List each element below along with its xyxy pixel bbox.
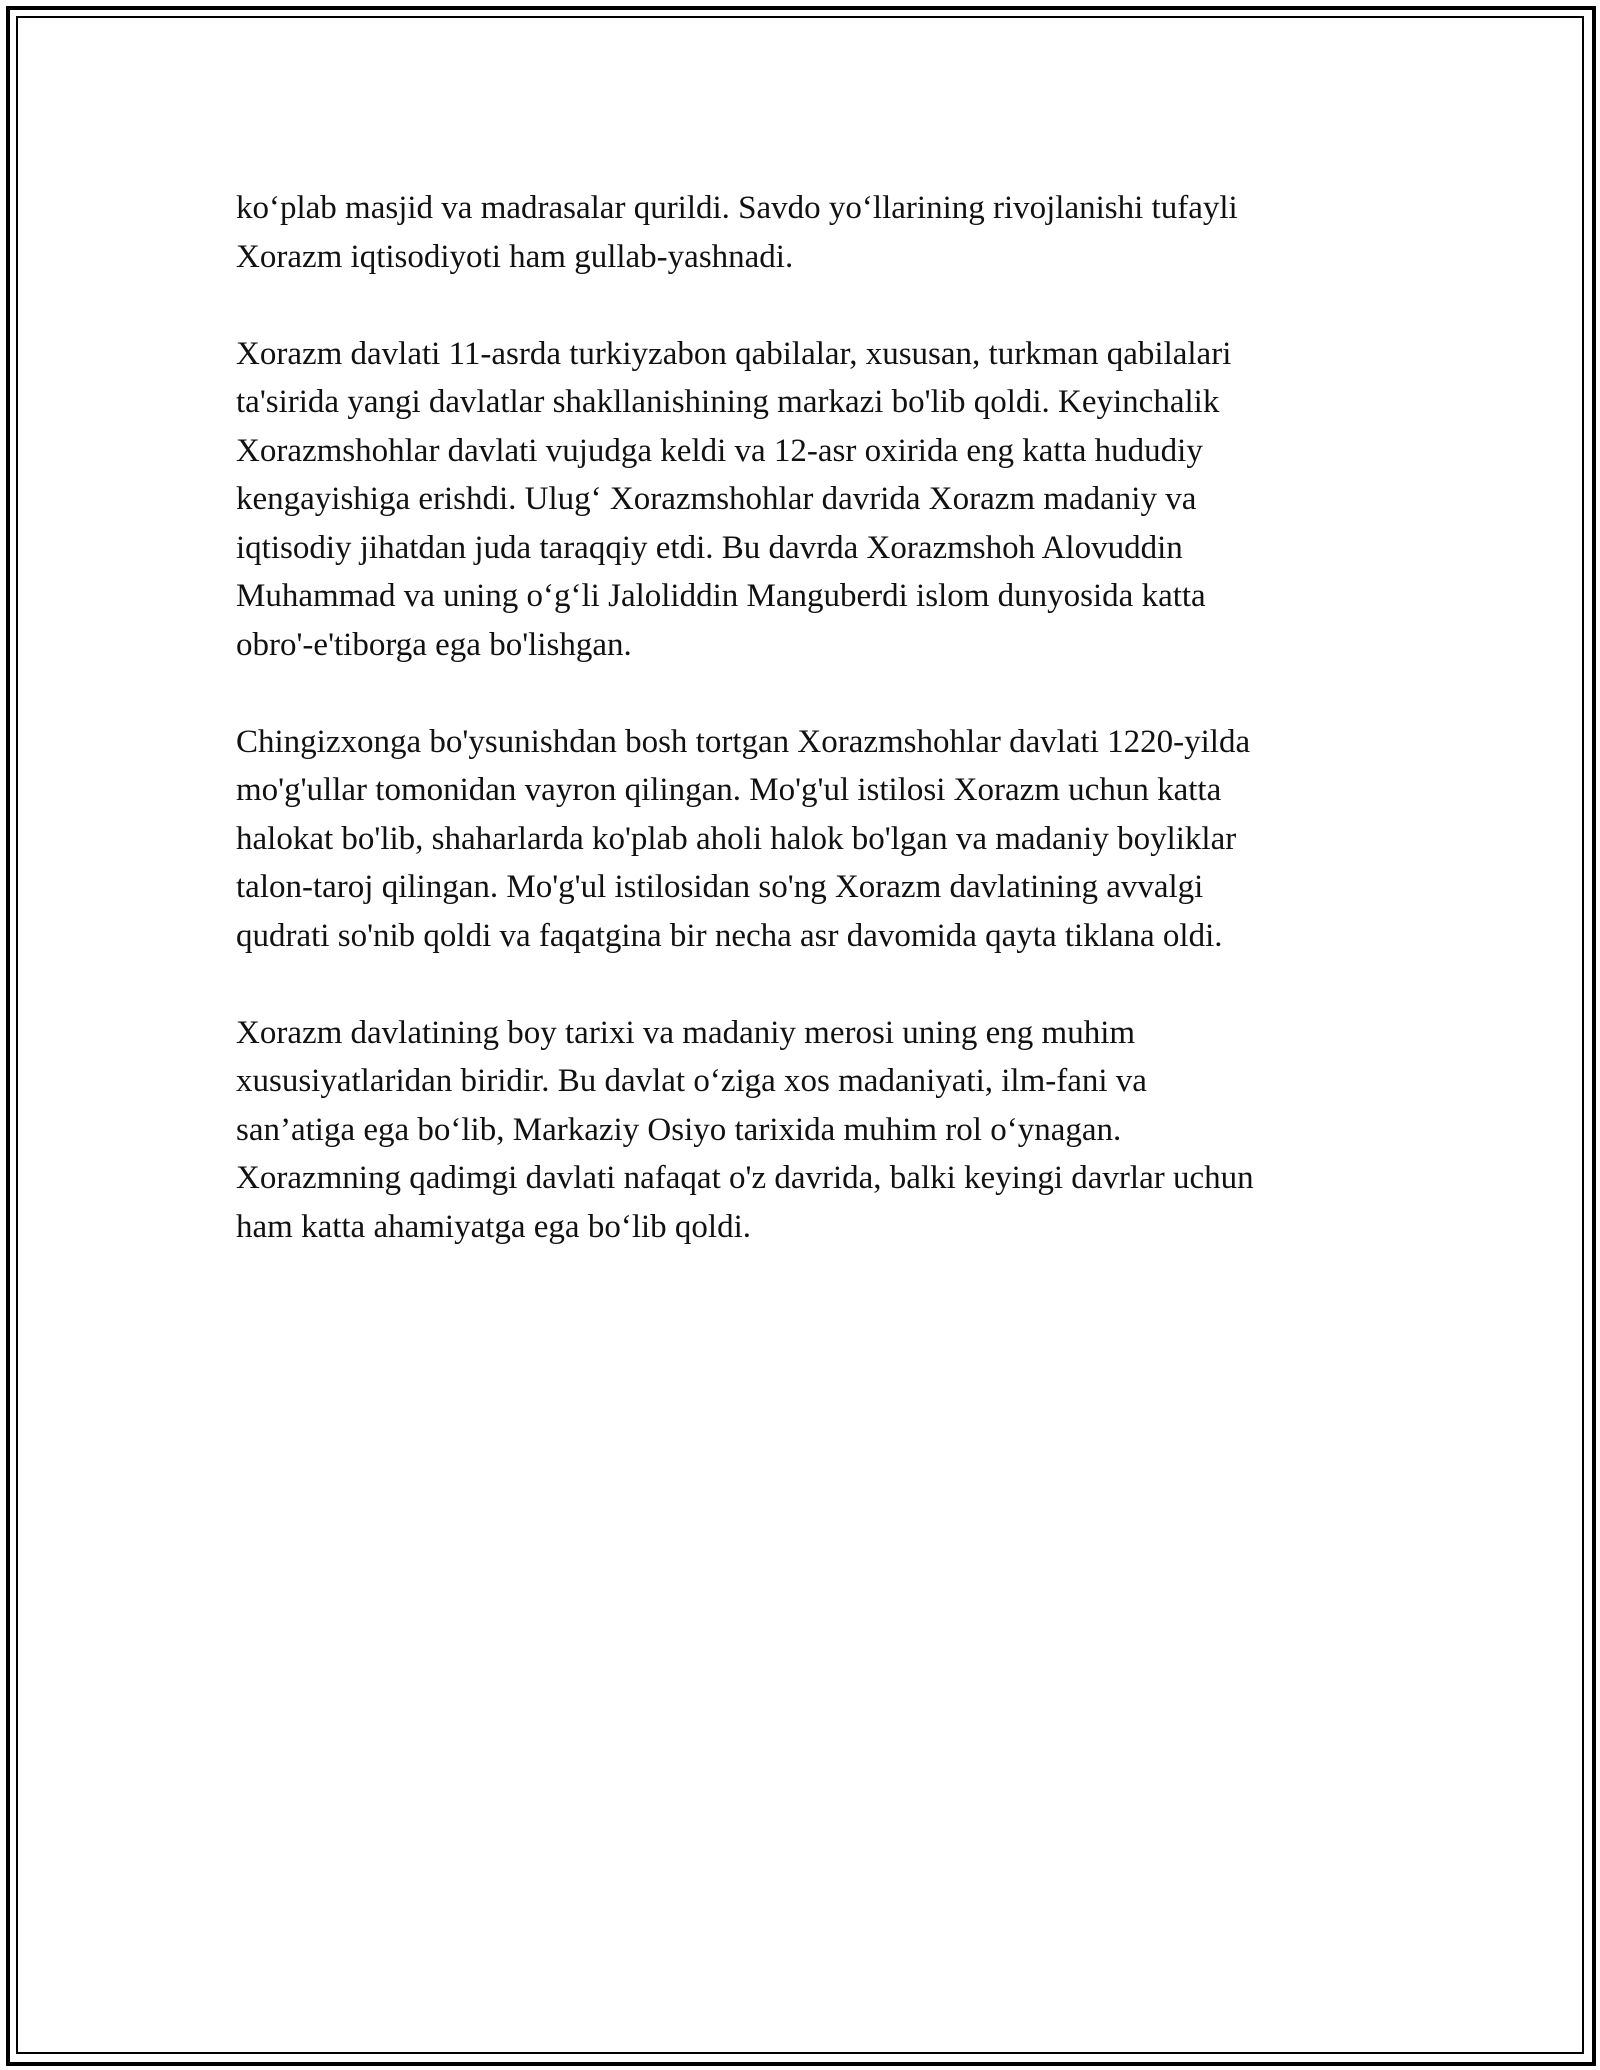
- document-body: [236, 184, 1386, 1300]
- text-line: obro'-e'tiborga ega bo'lishgan.: [236, 626, 632, 663]
- text-line: xususiyatlaridan biridir. Bu davlat o‘ziga xos madaniyati, ilm-fani va: [236, 1063, 1147, 1099]
- paragraph: [236, 330, 1386, 670]
- text-line: ko‘plab masjid va madrasalar qurildi. Savdo yo‘llarining rivojlanishi tufayli: [236, 190, 1238, 226]
- text-line: talon-taroj qilingan. Mo'g'ul istilosidan so'ng Xorazm davlatining avvalgi: [236, 869, 1204, 905]
- text-line: Xorazm davlati 11-asrda turkiyzabon qabilalar, xususan, turkman qabilalari: [236, 335, 1232, 372]
- text-line: qudrati so'nib qoldi va faqatgina bir necha asr davomida qayta tiklana oldi.: [236, 917, 1223, 954]
- paragraph: [236, 184, 1386, 281]
- text-line: Xorazm davlatining boy tarixi va madaniy merosi uning eng muhim: [236, 1014, 1136, 1051]
- text-line: halokat bo'lib, shaharlarda ko'plab aholi halok bo'lgan va madaniy boyliklar: [236, 820, 1237, 857]
- text-line: Xorazmning qadimgi davlati nafaqat o'z davrida, balki keyingi davrlar uchun: [236, 1160, 1254, 1196]
- text-line: Xorazm iqtisodiyoti ham gullab-yashnadi.: [236, 238, 794, 275]
- text-line: mo'g'ullar tomonidan vayron qilingan. Mo'g'ul istilosi Xorazm uchun katta: [236, 772, 1222, 808]
- text-line: san’atiga ega bo‘lib, Markaziy Osiyo tarixida muhim rol o‘ynagan.: [236, 1111, 1122, 1148]
- paragraph: [236, 1009, 1386, 1252]
- text-line: Xorazmshohlar davlati vujudga keldi va 12-asr oxirida eng katta hududiy: [236, 432, 1203, 469]
- text-line: ham katta ahamiyatga ega bo‘lib qoldi.: [236, 1208, 751, 1245]
- paragraph: [236, 718, 1386, 961]
- text-line: ta'sirida yangi davlatlar shakllanishining markazi bo'lib qoldi. Keyinchalik: [236, 384, 1220, 420]
- text-line: Chingizxonga bo'ysunishdan bosh tortgan Xorazmshohlar davlati 1220-yilda: [236, 723, 1251, 760]
- text-line: Muhammad va uning o‘g‘li Jaloliddin Manguberdi islom dunyosida katta: [236, 578, 1206, 614]
- text-line: iqtisodiy jihatdan juda taraqqiy etdi. Bu davrda Xorazmshoh Alovuddin: [236, 529, 1183, 566]
- text-line: kengayishiga erishdi. Ulug‘ Xorazmshohlar davrida Xorazm madaniy va: [236, 481, 1197, 517]
